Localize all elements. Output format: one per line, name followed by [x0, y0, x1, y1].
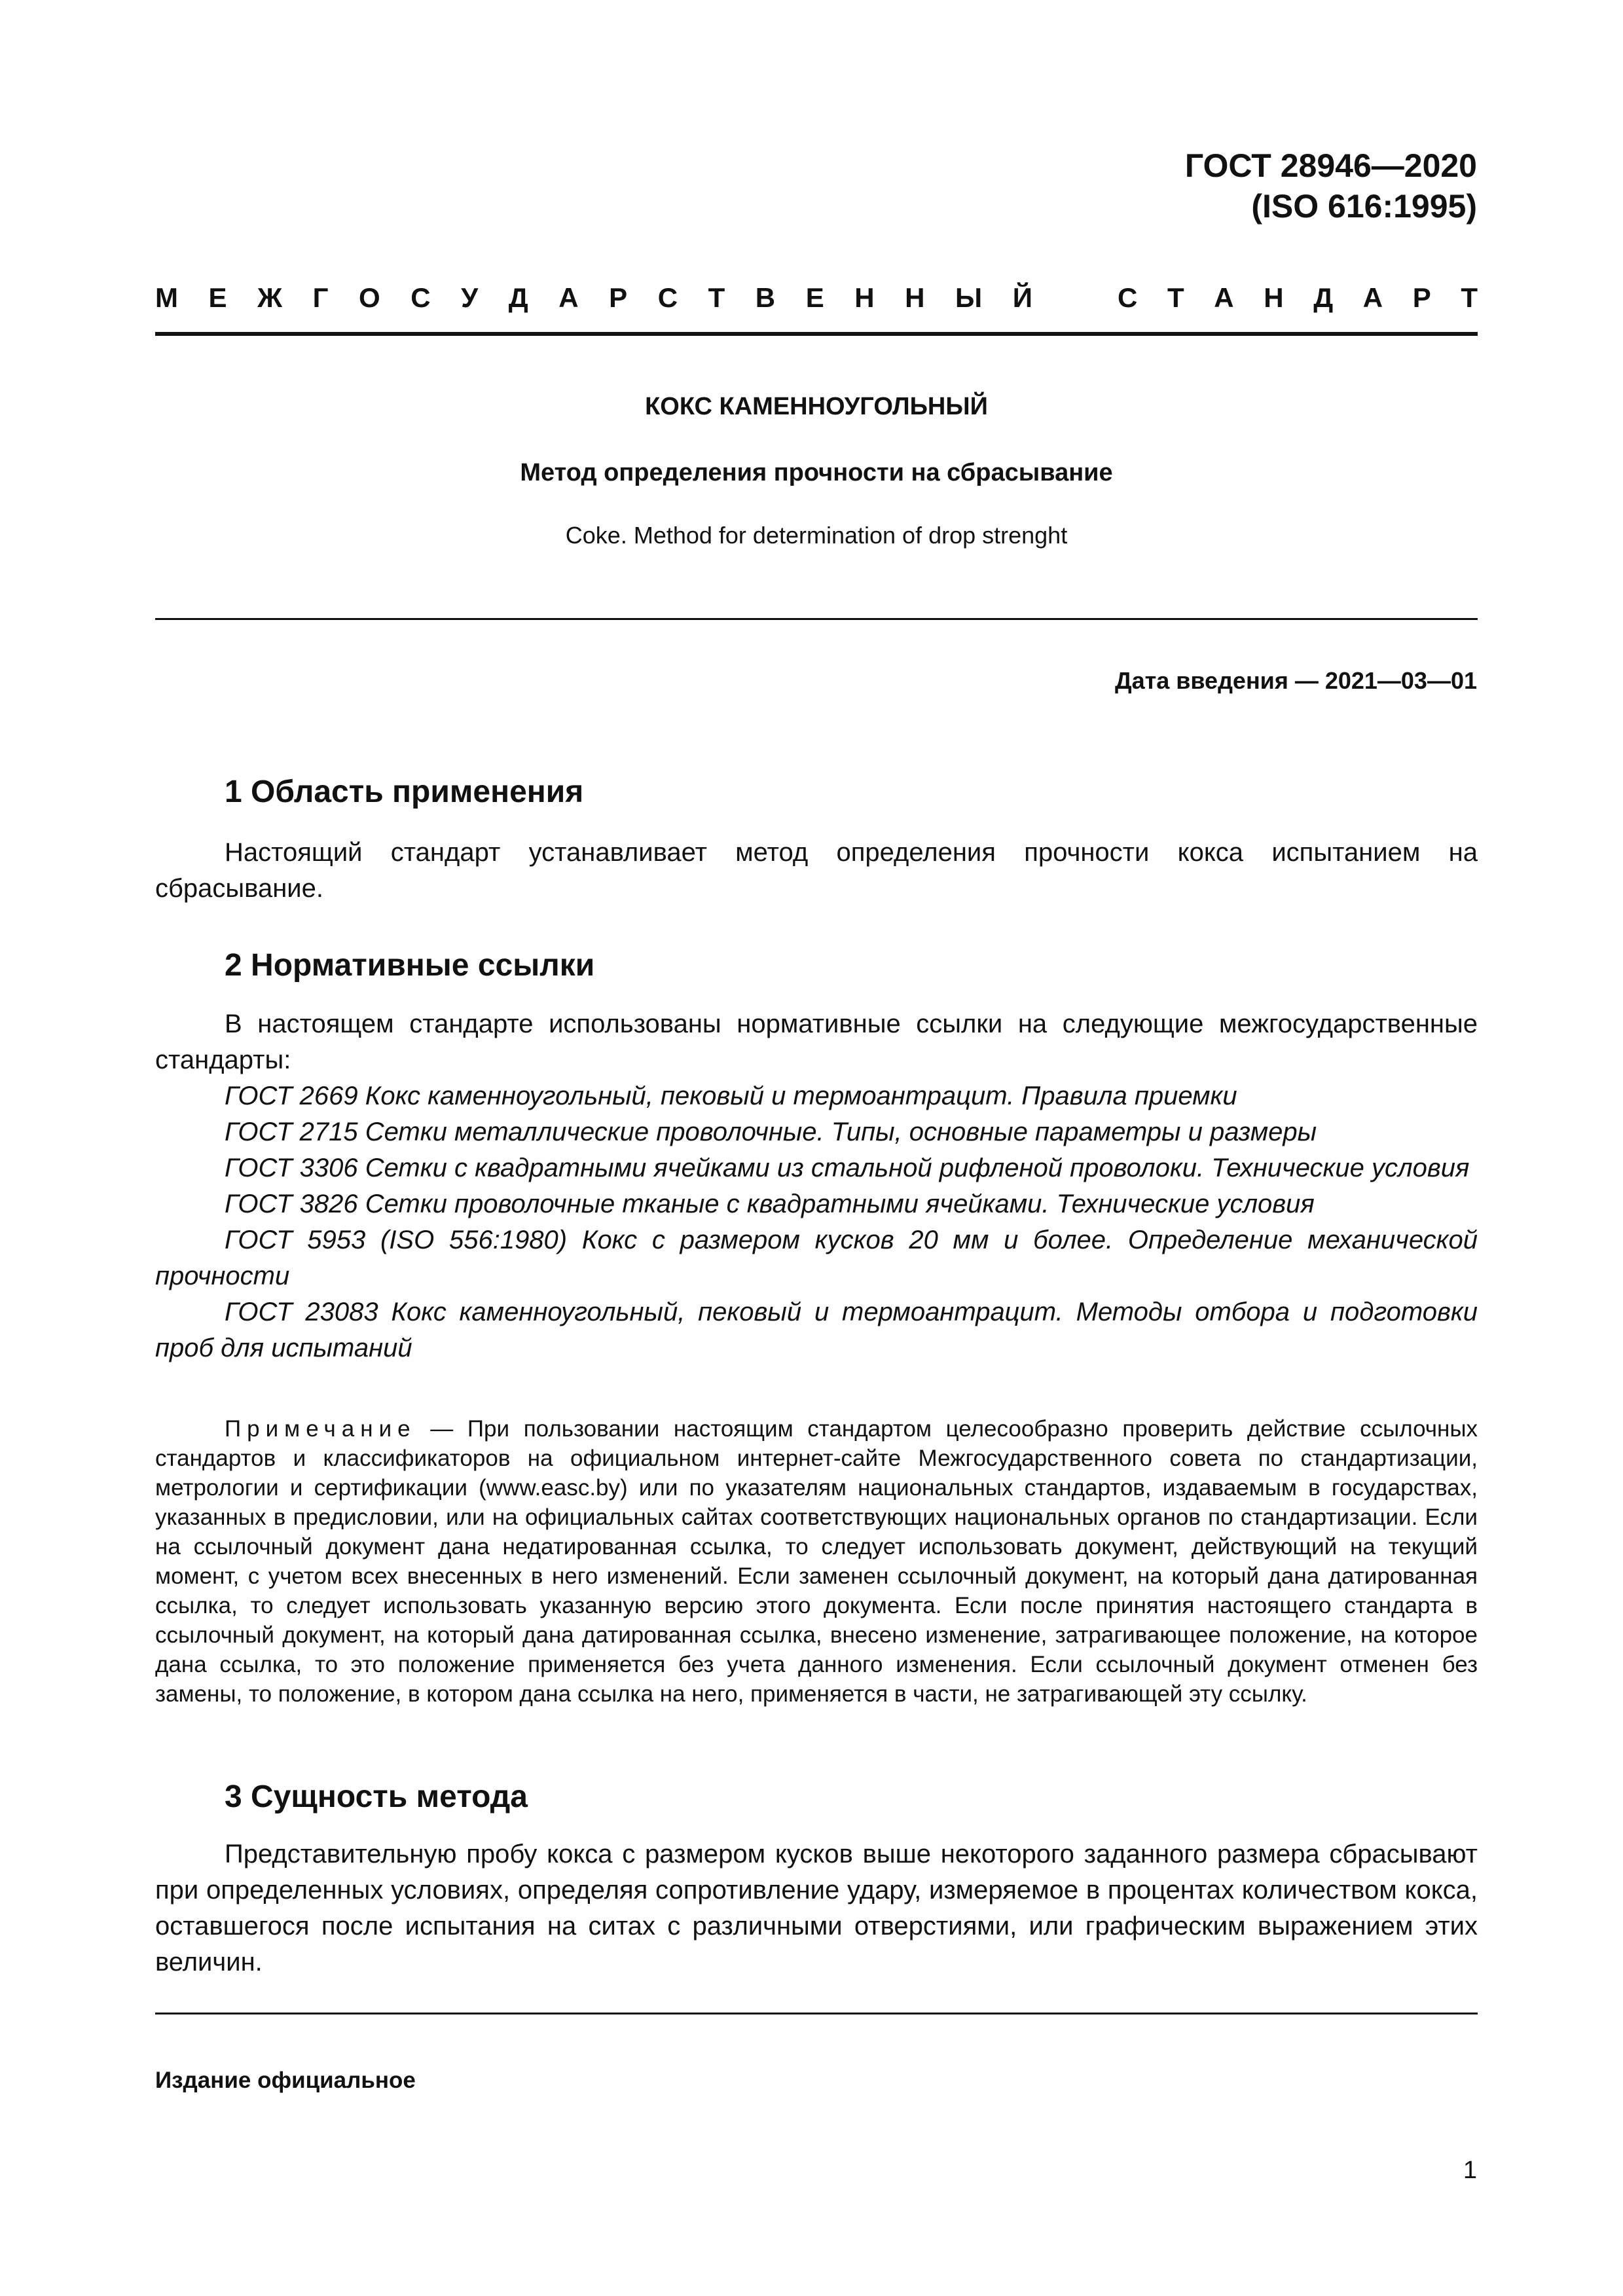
banner-letter: Р: [609, 282, 628, 313]
standard-number-block: [1185, 145, 1477, 227]
banner-letter: Д: [508, 282, 528, 313]
banner-letter: С: [1118, 282, 1138, 313]
document-title: КОКС КАМЕННОУГОЛЬНЫЙ: [645, 393, 988, 420]
section-2-intro: [155, 1006, 1478, 1078]
note-text: — При пользовании настоящим стандартом целесообразно проверить действие ссылочных стандартов и классификаторов на официальном интернет-сайте Межгосударственного совета по стандартизации, метрологии и сертификации (www.easc.by) или по указателям национальных стандартов, издаваемым в государствах, указанных в предисловии, или на официальных сайтах соответствующих национальных органов по стандартизации. Если на ссылочный документ дана недатированная ссылка, то следует использовать документ, действующий на текущий момент, с учетом всех внесенных в него изменений. Если заменен ссылочный документ, на который дана датированная ссылка, то следует использовать указанную версию этого документа. Если после принятия настоящего стандарта в ссылочный документ, на который дана датированная ссылка, внесено изменение, затрагивающее положение, на которое дана ссылка, то это положение применяется без учета данного изменения. Если ссылочный документ отменен без замены, то положение, в котором дана ссылка на него, применяется в части, не затрагивающей эту ссылку.: [155, 1416, 1478, 1707]
english-title: Coke. Method for determination of drop strenght: [565, 522, 1068, 549]
banner-letter: Д: [1313, 282, 1334, 313]
page-number: 1: [1463, 2157, 1477, 2184]
banner-letter: Т: [708, 282, 725, 313]
official-edition-label: Издание официальное: [155, 2068, 416, 2093]
banner-letter: А: [1214, 282, 1234, 313]
references-note: [155, 1414, 1478, 1709]
banner-letter: Н: [854, 282, 875, 313]
section-3-heading: 3 Сущность метода: [225, 1779, 528, 1814]
banner-letter: С: [657, 282, 678, 313]
footer-rule: [155, 2013, 1478, 2014]
banner-letter: В: [755, 282, 776, 313]
section-3-text: [155, 1836, 1478, 1980]
section-1-text: [155, 835, 1478, 907]
banner-letter: Г: [312, 282, 329, 313]
banner-letter: У: [461, 282, 479, 313]
reference-item: ГОСТ 2715 Сетки металлические проволочные. Типы, основные параметры и размеры: [225, 1118, 1317, 1146]
section-1-heading: 1 Область применения: [225, 774, 584, 809]
banner-letter: Р: [1412, 282, 1431, 313]
normative-references-list: [155, 1078, 1478, 1366]
reference-item: ГОСТ 2669 Кокс каменноугольный, пековый и термоантрацит. Правила приемки: [225, 1082, 1237, 1110]
banner-rule: [155, 332, 1478, 336]
iso-number: (ISO 616:1995): [1251, 188, 1477, 225]
banner-letter: Й: [1012, 282, 1032, 313]
reference-item: ГОСТ 3826 Сетки проволочные тканые с квадратными ячейками. Технические условия: [225, 1190, 1315, 1218]
section-3-paragraph: Представительную пробу кокса с размером кусков выше некоторого заданного размера сбрасывают при определенных условиях, определяя сопротивление удару, измеряемое в процентах количеством кокса, оставшегося после испытания на ситах с различными отверстиями, или графическим выражением этих величин.: [155, 1840, 1478, 1977]
banner-letter: А: [558, 282, 579, 313]
banner-letter: Т: [1167, 282, 1184, 313]
banner-letter: Т: [1461, 282, 1478, 313]
reference-item: ГОСТ 23083 Кокс каменноугольный, пековый и термоантрацит. Методы отбора и подготовки проб для испытаний: [155, 1298, 1478, 1362]
banner-word-standard: [1118, 278, 1478, 318]
reference-item: ГОСТ 5953 (ISO 556:1980) Кокс с размером кусков 20 мм и более. Определение механической прочности: [155, 1226, 1478, 1290]
section-1-paragraph: Настоящий стандарт устанавливает метод определения прочности кокса испытанием на сбрасывание.: [155, 838, 1478, 903]
banner-letter: Е: [805, 282, 824, 313]
gost-number: ГОСТ 28946—2020: [1184, 147, 1477, 184]
banner-letter: Н: [1264, 282, 1284, 313]
banner-letter: А: [1362, 282, 1383, 313]
banner-letter: С: [410, 282, 431, 313]
banner-letter: Н: [905, 282, 925, 313]
banner-letter: Ы: [955, 282, 983, 313]
banner-letter: Ж: [257, 282, 283, 313]
note-label: Примечание: [225, 1416, 416, 1442]
banner-letter: О: [358, 282, 380, 313]
section-2-heading: 2 Нормативные ссылки: [225, 948, 595, 983]
banner-word-interstate: [155, 278, 1032, 318]
banner-letter: М: [155, 282, 178, 313]
banner-letter: Е: [208, 282, 227, 313]
reference-item: ГОСТ 3306 Сетки с квадратными ячейками из стальной рифленой проволоки. Технические условия: [225, 1154, 1470, 1182]
introduction-date: Дата введения — 2021—03—01: [1114, 667, 1477, 694]
document-subtitle: Метод определения прочности на сбрасывание: [520, 459, 1113, 486]
section-2-intro-paragraph: В настоящем стандарте использованы нормативные ссылки на следующие межгосударственные стандарты:: [155, 1010, 1478, 1074]
title-rule: [155, 618, 1478, 620]
